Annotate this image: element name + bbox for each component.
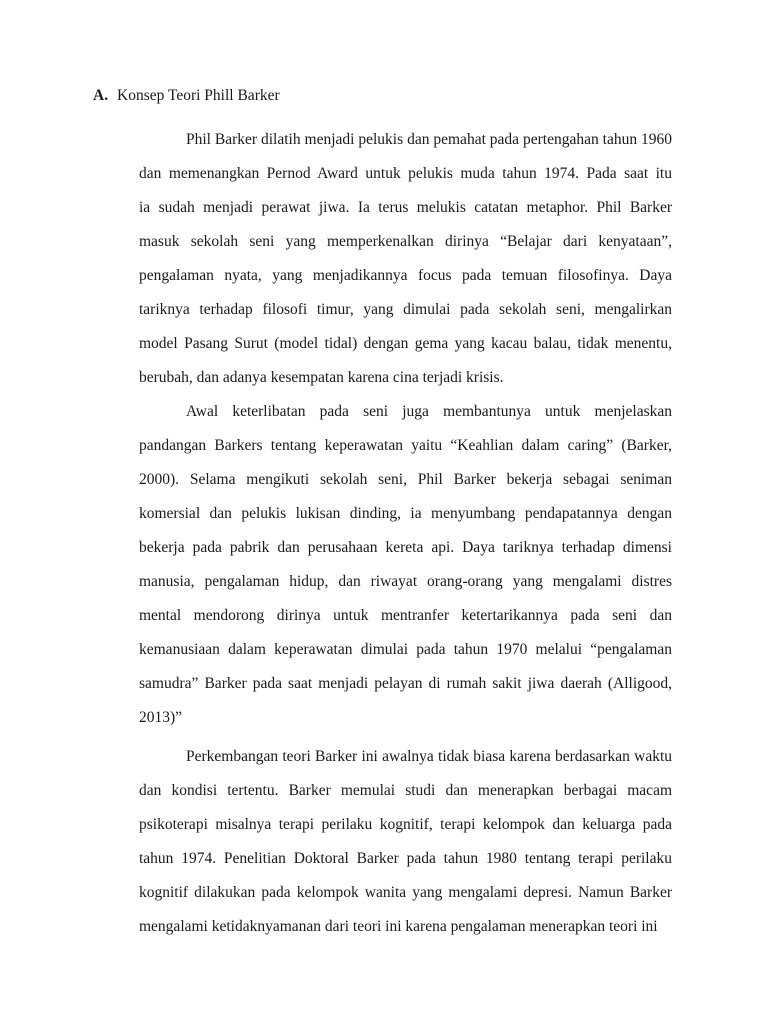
section-heading xyxy=(93,86,280,106)
paragraph-line: psikoterapi misalnya terapi perilaku kognitif, terapi kelompok dan keluarga pada xyxy=(139,816,672,833)
paragraph-line: 2000). Selama mengikuti sekolah seni, Phil Barker bekerja sebagai seniman xyxy=(139,471,672,488)
paragraph-line: kognitif dilakukan pada kelompok wanita yang mengalami depresi. Namun Barker xyxy=(139,884,672,901)
paragraph-line: ia sudah menjadi perawat jiwa. Ia terus melukis catatan metaphor. Phil Barker xyxy=(139,199,672,216)
paragraph-line: 2013)” xyxy=(139,709,183,726)
paragraph-line: komersial dan pelukis lukisan dinding, ia menyumbang pendapatannya dengan xyxy=(139,505,672,522)
paragraph-3 xyxy=(139,740,672,944)
paragraph-line: berubah, dan adanya kesempatan karena cina terjadi krisis. xyxy=(139,369,504,386)
paragraph-line: tariknya terhadap filosofi timur, yang dimulai pada sekolah seni, mengalirkan xyxy=(139,301,672,318)
section-title: Konsep Teori Phill Barker xyxy=(117,87,280,104)
paragraph-line: kemanusiaan dalam keperawatan dimulai pada tahun 1970 melalui “pengalaman xyxy=(139,641,672,658)
paragraph-2 xyxy=(139,395,672,735)
paragraph-line: dan kondisi tertentu. Barker memulai studi dan menerapkan berbagai macam xyxy=(139,782,672,799)
paragraph-line: pengalaman nyata, yang menjadikannya focus pada temuan filosofinya. Daya xyxy=(139,267,672,284)
paragraph-1 xyxy=(139,123,672,395)
paragraph-line: model Pasang Surut (model tidal) dengan gema yang kacau balau, tidak menentu, xyxy=(139,335,672,352)
paragraph-line: Perkembangan teori Barker ini awalnya tidak biasa karena berdasarkan waktu xyxy=(186,748,672,765)
paragraph-line: mental mendorong dirinya untuk mentranfer ketertarikannya pada seni dan xyxy=(139,607,672,624)
paragraph-line: bekerja pada pabrik dan perusahaan kereta api. Daya tariknya terhadap dimensi xyxy=(139,539,672,556)
paragraph-line: mengalami ketidaknyamanan dari teori ini karena pengalaman menerapkan teori ini xyxy=(139,918,658,935)
paragraph-line: Phil Barker dilatih menjadi pelukis dan pemahat pada pertengahan tahun 1960 xyxy=(186,131,672,148)
paragraph-line: samudra” Barker pada saat menjadi pelayan di rumah sakit jiwa daerah (Alligood, xyxy=(139,675,672,692)
paragraph-line: tahun 1974. Penelitian Doktoral Barker pada tahun 1980 tentang terapi perilaku xyxy=(139,850,672,867)
paragraph-line: Awal keterlibatan pada seni juga membantunya untuk menjelaskan xyxy=(186,403,672,420)
paragraph-line: masuk sekolah seni yang memperkenalkan dirinya “Belajar dari kenyataan”, xyxy=(139,233,672,250)
section-marker: A. xyxy=(93,87,109,104)
paragraph-line: dan memenangkan Pernod Award untuk pelukis muda tahun 1974. Pada saat itu xyxy=(139,165,672,182)
paragraph-line: pandangan Barkers tentang keperawatan yaitu “Keahlian dalam caring” (Barker, xyxy=(139,437,672,454)
paragraph-line: manusia, pengalaman hidup, dan riwayat orang-orang yang mengalami distres xyxy=(139,573,672,590)
